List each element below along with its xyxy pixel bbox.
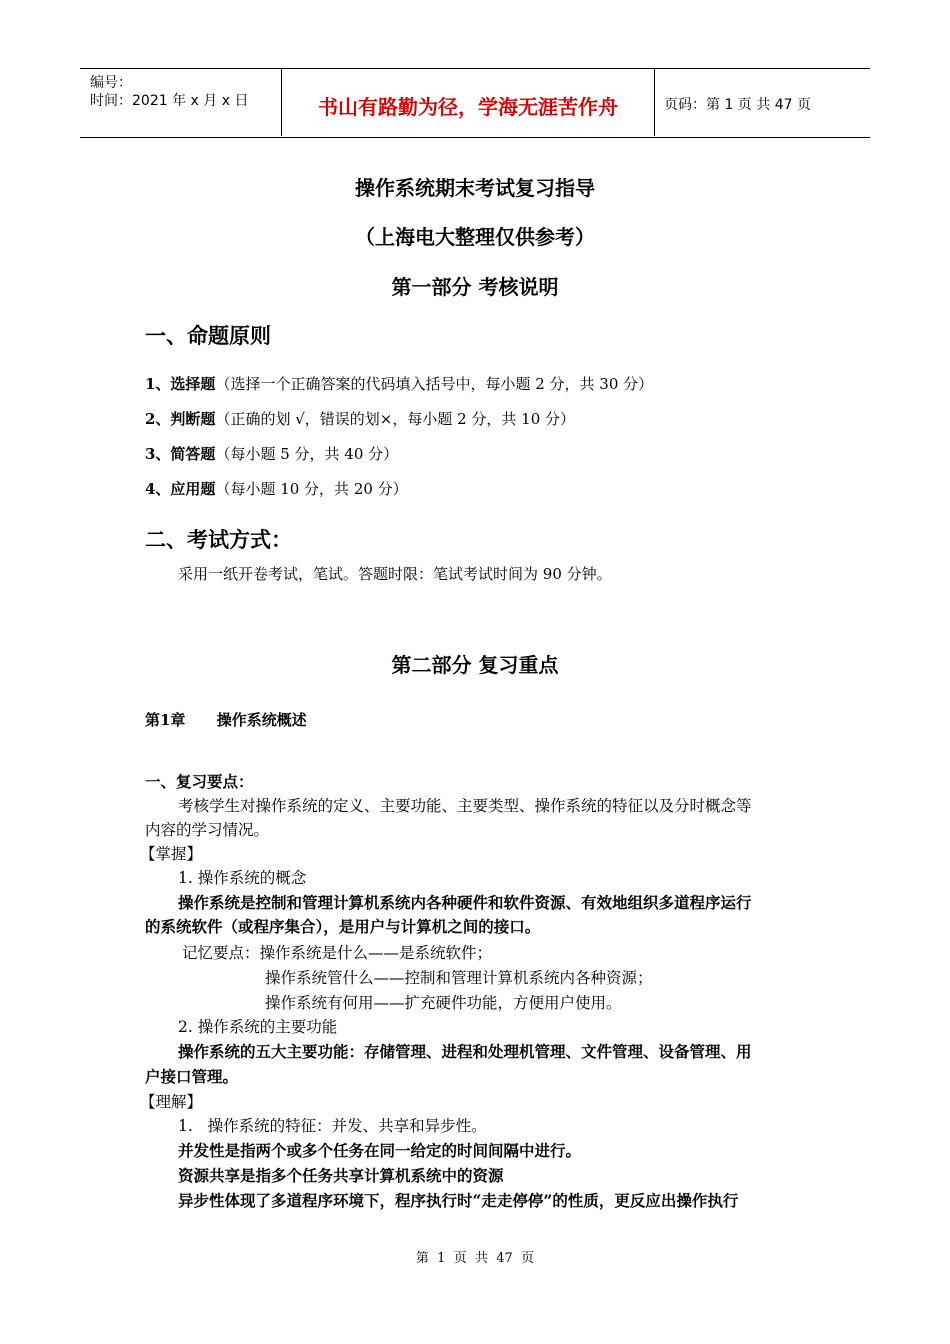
exam-item-3 <box>145 443 398 464</box>
exam-item-label: 3、简答题 <box>145 445 216 463</box>
sharing-definition: 资源共享是指多个任务共享计算机系统中的资源 <box>178 1166 504 1185</box>
section2-text: 采用一纸开卷考试，笔试。答题时限：笔试考试时间为 90 分钟。 <box>178 565 612 583</box>
concept-definition-line2: 的系统软件（或程序集合），是用户与计算机之间的接口。 <box>145 917 541 936</box>
exam-item-desc: （每小题 10 分，共 20 分） <box>215 480 408 498</box>
header-number-label: 编号： <box>90 75 132 91</box>
exam-item-2 <box>145 408 575 429</box>
memory-point-1: 记忆要点：操作系统是什么——是系统软件； <box>182 944 493 962</box>
review-text-line1: 考核学生对操作系统的定义、主要功能、主要类型、操作系统的特征以及分时概念等 <box>178 797 752 815</box>
feature-title: 1. 操作系统的特征：并发、共享和异步性。 <box>178 1117 487 1135</box>
part1-title: 第一部分 考核说明 <box>391 275 559 299</box>
exam-item-label: 2、判断题 <box>145 410 216 428</box>
exam-item-4 <box>145 478 408 499</box>
chapter-heading: 第1章 操作系统概述 <box>145 711 307 729</box>
master-tag: 【掌握】 <box>140 845 203 863</box>
header-divider-right <box>654 68 655 136</box>
async-definition: 异步性体现了多道程序环境下，程序执行时“走走停停”的性质，更反应出操作执行 <box>178 1191 739 1210</box>
review-text-line2: 内容的学习情况。 <box>145 821 270 839</box>
exam-item-desc: （每小题 5 分，共 40 分） <box>215 445 399 463</box>
function-definition-line2: 户接口管理。 <box>145 1067 239 1086</box>
exam-item-1 <box>145 373 653 394</box>
section1-heading: 一、命题原则 <box>145 323 271 348</box>
concept-title: 1. 操作系统的概念 <box>178 869 307 887</box>
doc-subtitle: （上海电大整理仅供参考） <box>355 225 595 249</box>
memory-point-3: 操作系统有何用——扩充硬件功能，方便用户使用。 <box>265 994 622 1012</box>
exam-item-label: 4、应用题 <box>145 480 216 498</box>
concurrency-definition: 并发性是指两个或多个任务在同一给定的时间间隔中进行。 <box>178 1141 582 1160</box>
header-motto: 书山有路勤为径，学海无涯苦作舟 <box>318 95 618 119</box>
function-title: 2. 操作系统的主要功能 <box>178 1018 338 1036</box>
page-footer: 第 1 页 共 47 页 <box>415 1251 535 1266</box>
header-time-label: 时间：2021 年 x 月 x 日 <box>90 93 249 109</box>
function-definition-line1: 操作系统的五大主要功能：存储管理、进程和处理机管理、文件管理、设备管理、用 <box>178 1042 752 1061</box>
header-page-label: 页码：第 1 页 共 47 页 <box>664 97 811 113</box>
exam-item-desc: （选择一个正确答案的代码填入括号中，每小题 2 分，共 30 分） <box>215 375 654 393</box>
part2-title: 第二部分 复习重点 <box>391 653 559 677</box>
section2-heading: 二、考试方式： <box>145 527 292 552</box>
review-heading: 一、复习要点： <box>145 772 254 791</box>
memory-point-2: 操作系统管什么——控制和管理计算机系统内各种资源； <box>265 969 653 987</box>
exam-item-label: 1、选择题 <box>145 375 216 393</box>
concept-definition-line1: 操作系统是控制和管理计算机系统内各种硬件和软件资源、有效地组织多道程序运行 <box>178 893 752 912</box>
doc-title: 操作系统期末考试复习指导 <box>355 176 595 200</box>
exam-item-desc: （正确的划 √，错误的划×，每小题 2 分，共 10 分） <box>215 410 576 428</box>
understand-tag: 【理解】 <box>140 1093 203 1111</box>
